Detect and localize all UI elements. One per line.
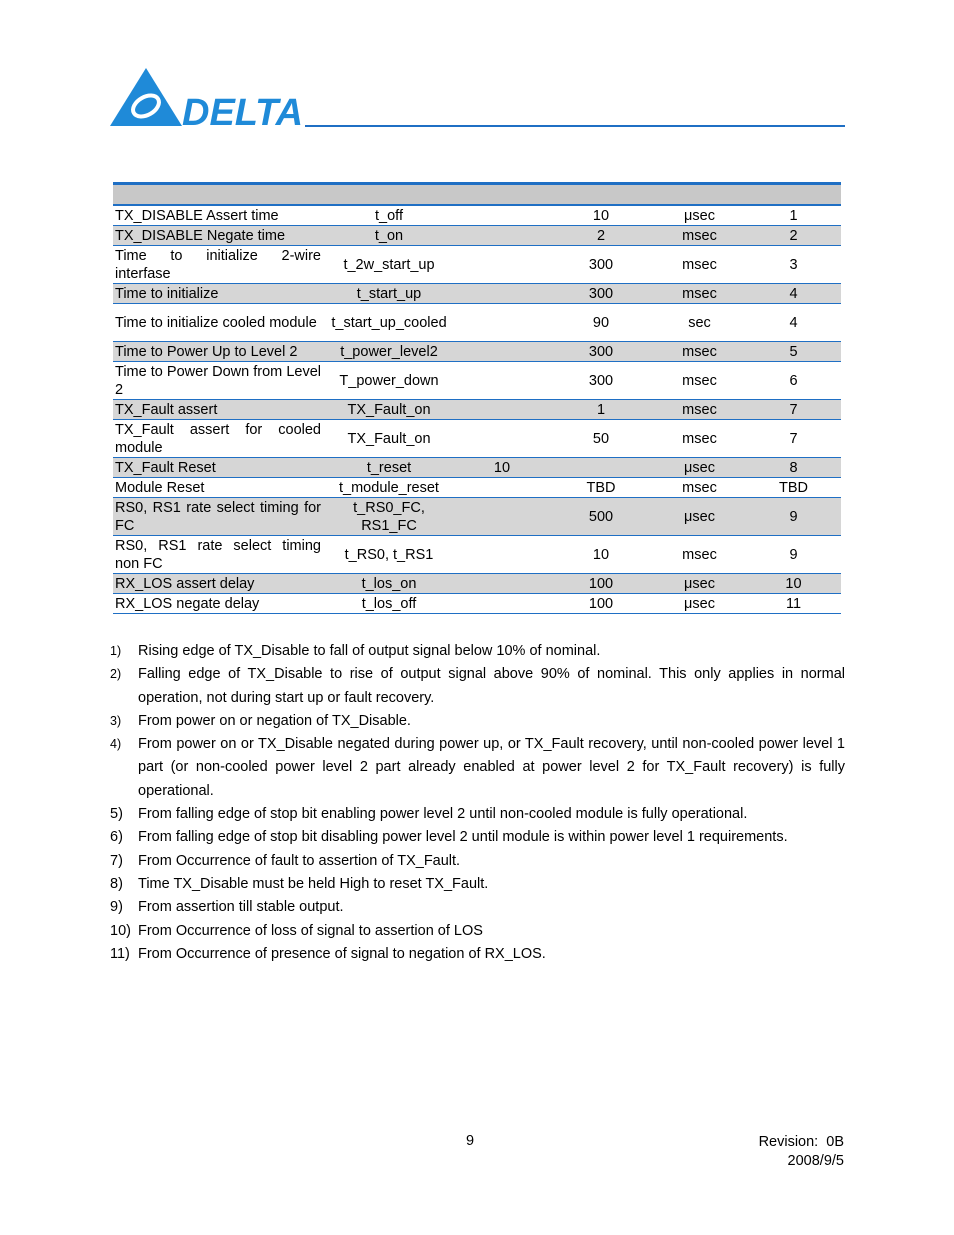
footnote-number: 11) [110, 945, 130, 962]
symbol-cell: t_start_up [323, 284, 455, 304]
table-row [113, 400, 841, 420]
unit-cell: msec [653, 362, 746, 400]
footnote-number: 6) [110, 829, 123, 846]
header-rule [305, 125, 845, 127]
param-cell: Time to initialize cooled module [113, 304, 323, 342]
param-cell: RS0, RS1 rate select timing non FC [115, 537, 321, 572]
param-cell: Time to initialize 2-wire interfase [115, 247, 321, 282]
note-cell: 6 [746, 362, 841, 400]
min-cell [455, 536, 549, 574]
symbol-cell: t_reset [323, 458, 455, 478]
max-cell: 300 [549, 362, 653, 400]
revision-block [759, 1133, 844, 1171]
header-cell [549, 184, 653, 206]
table-row [113, 420, 841, 458]
header-cell [653, 184, 746, 206]
unit-cell: msec [653, 246, 746, 284]
unit-cell: μsec [653, 498, 746, 536]
unit-cell: msec [653, 400, 746, 420]
note-cell: 7 [746, 420, 841, 458]
header-cell [455, 184, 549, 206]
footnote-number: 5) [110, 806, 123, 823]
footnote-text: From falling edge of stop bit enabling power level 2 until non-cooled module is fully operational. [138, 806, 748, 823]
unit-cell: msec [653, 536, 746, 574]
delta-logo [110, 66, 305, 128]
footnote-number: 9) [110, 899, 123, 916]
symbol-cell: t_2w_start_up [323, 246, 455, 284]
unit-cell: μsec [653, 594, 746, 614]
footnote-number: 3) [110, 713, 122, 728]
min-cell [455, 594, 549, 614]
symbol-cell: t_start_up_cooled [323, 304, 455, 342]
max-cell: 2 [549, 226, 653, 246]
symbol-cell: t_power_level2 [323, 342, 455, 362]
param-cell: Time to Power Up to Level 2 [113, 342, 323, 362]
footnote-number: 1) [110, 644, 122, 658]
min-cell: 10 [455, 458, 549, 478]
symbol-cell: t_los_off [323, 594, 455, 614]
symbol-cell: t_off [323, 205, 455, 226]
min-cell [455, 478, 549, 498]
footnote-number: 10) [110, 922, 131, 939]
max-cell: 100 [549, 574, 653, 594]
table-row [113, 342, 841, 362]
param-cell: TX_Fault assert [113, 400, 323, 420]
unit-cell: sec [653, 304, 746, 342]
footnote-text: From Occurrence of loss of signal to assertion of LOS [138, 922, 483, 939]
max-cell: 10 [549, 205, 653, 226]
table-row [113, 304, 841, 342]
header-cell [113, 184, 323, 206]
symbol-line: t_RS0_FC, [353, 499, 425, 516]
min-cell [455, 226, 549, 246]
unit-cell: μsec [653, 574, 746, 594]
table-row [113, 536, 841, 574]
symbol-cell: TX_Fault_on [323, 400, 455, 420]
revision-date: 2008/9/5 [787, 1153, 844, 1169]
note-cell: 4 [746, 284, 841, 304]
max-cell: 50 [549, 420, 653, 458]
unit-cell: msec [653, 226, 746, 246]
revision-label: Revision: 0B [758, 1134, 844, 1150]
param-cell: RX_LOS assert delay [113, 574, 323, 594]
max-cell: 500 [549, 498, 653, 536]
footnote-item [110, 663, 845, 710]
note-cell: 4 [746, 304, 841, 342]
footnote-item [110, 920, 845, 943]
param-cell: TX_Fault assert for cooled module [115, 421, 321, 456]
unit-cell: μsec [653, 458, 746, 478]
footnote-number: 8) [110, 875, 123, 892]
symbol-cell [323, 498, 455, 536]
max-cell [549, 458, 653, 478]
footnote-text: Rising edge of TX_Disable to fall of output signal below 10% of nominal. [138, 643, 601, 659]
table-row [113, 478, 841, 498]
footnote-item [110, 803, 845, 826]
max-cell: 300 [549, 284, 653, 304]
symbol-cell: t_RS0, t_RS1 [323, 536, 455, 574]
max-cell: 300 [549, 342, 653, 362]
note-cell: 5 [746, 342, 841, 362]
symbol-cell: t_module_reset [323, 478, 455, 498]
min-cell [455, 420, 549, 458]
max-cell: 90 [549, 304, 653, 342]
param-cell: TX_DISABLE Assert time [113, 205, 323, 226]
unit-cell: msec [653, 342, 746, 362]
footnote-text: Time TX_Disable must be held High to reset TX_Fault. [138, 875, 489, 892]
footnote-text: From power on or TX_Disable negated during power up, or TX_Fault recovery, until non-cooled power level 1 part (or non-cooled power level 2 part already enabled at power level 2 for TX_Fault recovery) is fully operational. [138, 736, 845, 799]
min-cell [455, 574, 549, 594]
note-cell: 3 [746, 246, 841, 284]
footnote-text: From Occurrence of fault to assertion of TX_Fault. [138, 852, 461, 869]
note-cell: 11 [746, 594, 841, 614]
footnote-item [110, 943, 845, 966]
max-cell: 100 [549, 594, 653, 614]
min-cell [455, 342, 549, 362]
table-row [113, 594, 841, 614]
footnote-text: From falling edge of stop bit disabling power level 2 until module is within power level 1 requirements. [138, 829, 788, 846]
min-cell [455, 362, 549, 400]
param-cell: RX_LOS negate delay [113, 594, 323, 614]
table-row [113, 246, 841, 284]
footnote-number: 2) [110, 667, 122, 682]
max-cell: TBD [549, 478, 653, 498]
footnote-number: 7) [110, 852, 123, 869]
header-cell [746, 184, 841, 206]
table-row [113, 574, 841, 594]
table-row [113, 226, 841, 246]
symbol-cell: T_power_down [323, 362, 455, 400]
param-cell: TX_Fault Reset [113, 458, 323, 478]
footnote-text: From assertion till stable output. [138, 899, 344, 916]
unit-cell: msec [653, 420, 746, 458]
footnote-item [110, 850, 845, 873]
symbol-cell: t_los_on [323, 574, 455, 594]
note-cell: 9 [746, 498, 841, 536]
note-cell: 1 [746, 205, 841, 226]
note-cell: 8 [746, 458, 841, 478]
footnote-text: From Occurrence of presence of signal to negation of RX_LOS. [138, 945, 546, 962]
footnote-item [110, 733, 845, 803]
footnote-item [110, 710, 845, 733]
note-cell: 9 [746, 536, 841, 574]
table-row [113, 498, 841, 536]
param-cell: Time to initialize [113, 284, 323, 304]
symbol-cell: TX_Fault_on [323, 420, 455, 458]
header-cell [323, 184, 455, 206]
footnotes-list [110, 640, 845, 966]
unit-cell: msec [653, 478, 746, 498]
param-cell: RS0, RS1 rate select timing for FC [115, 499, 321, 534]
min-cell [455, 246, 549, 284]
max-cell: 300 [549, 246, 653, 284]
min-cell [455, 498, 549, 536]
timing-table [113, 182, 841, 614]
unit-cell: msec [653, 284, 746, 304]
logo-wordmark: DELTA [182, 92, 304, 128]
table-row [113, 458, 841, 478]
footnote-item [110, 873, 845, 896]
note-cell: TBD [746, 478, 841, 498]
footnote-item [110, 640, 845, 663]
param-cell: TX_DISABLE Negate time [113, 226, 323, 246]
min-cell [455, 304, 549, 342]
table-row [113, 362, 841, 400]
max-cell: 1 [549, 400, 653, 420]
footnote-number: 4) [110, 737, 122, 752]
table-header-row [113, 184, 841, 206]
table-row [113, 284, 841, 304]
param-cell: Time to Power Down from Level 2 [115, 363, 321, 398]
footnote-item [110, 826, 845, 849]
note-cell: 10 [746, 574, 841, 594]
min-cell [455, 284, 549, 304]
min-cell [455, 205, 549, 226]
param-cell: Module Reset [113, 478, 323, 498]
footnote-text: From power on or negation of TX_Disable. [138, 712, 411, 729]
footnote-item [110, 896, 845, 919]
unit-cell: μsec [653, 205, 746, 226]
table-row [113, 205, 841, 226]
note-cell: 2 [746, 226, 841, 246]
symbol-line: RS1_FC [361, 517, 417, 534]
min-cell [455, 400, 549, 420]
max-cell: 10 [549, 536, 653, 574]
note-cell: 7 [746, 400, 841, 420]
symbol-cell: t_on [323, 226, 455, 246]
page-number: 9 [466, 1133, 475, 1149]
footnote-text: Falling edge of TX_Disable to rise of output signal above 90% of nominal. This only applies in normal operation, not during start up or fault recovery. [138, 666, 845, 706]
